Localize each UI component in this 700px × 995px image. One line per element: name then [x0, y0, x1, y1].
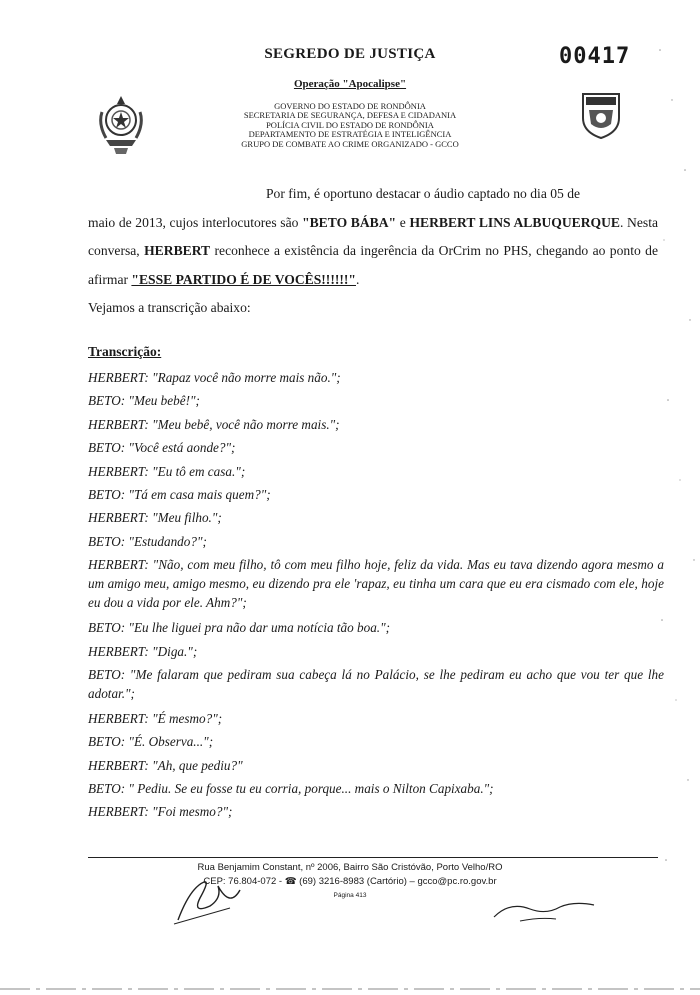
transcript-line: HERBERT: "É mesmo?";: [88, 710, 223, 726]
agency-line: SECRETARIA DE SEGURANÇA, DEFESA E CIDADANIA: [243, 110, 457, 121]
intro-text: . Nesta conversa,: [88, 214, 658, 258]
scan-margin-speckles: [650, 20, 700, 970]
herbert-name: HERBERT: [144, 243, 211, 258]
transcription-lines: [88, 366, 664, 824]
transcript-line: HERBERT: "Não, com meu filho, tô com meu filho hoje, feliz da vida. Mas eu tava dizendo agora mesmo a um amigo meu, amigo mesmo, eu dizendo pra ele 'rapaz, eu tinha um cara que eu era cismado com ele, hoje eu dou a vida por ele. Ahm?";: [88, 557, 664, 611]
transcript-line: HERBERT: "Foi mesmo?";: [88, 804, 233, 820]
transcript-line: BETO: "Estudando?";: [88, 533, 207, 549]
transcript-line: BETO: "É. Observa...";: [88, 734, 214, 750]
highlighted-quote: "ESSE PARTIDO É DE VOCÊS!!!!!!": [131, 271, 356, 287]
transcript-line: BETO: "Tá em casa mais quem?";: [88, 486, 271, 502]
intro-text: reconhece a existência da ingerência da OrCrim no PHS, chegando ao ponto de afirmar: [88, 243, 658, 287]
intro-text: maio de 2013, cujos interlocutores são: [88, 214, 303, 230]
intro-text: .: [355, 271, 360, 287]
signature-left: [170, 868, 280, 928]
signature-right: [490, 895, 600, 925]
transcript-line: BETO: "Me falaram que pediram sua cabeça lá no Palácio, se lhe pediram eu acho que vou ter que lhe adotar.";: [88, 666, 664, 701]
police-badge-icon: [577, 88, 625, 140]
agency-line: GRUPO DE COMBATE AO CRIME ORGANIZADO - GCCO: [241, 138, 459, 149]
intro-second-paragraph: Vejamos a transcrição abaixo:: [88, 300, 251, 315]
operation-title: Operação "Apocalipse": [293, 78, 407, 90]
agency-line: POLÍCIA CIVIL DO ESTADO DE RONDÔNIA: [266, 119, 434, 130]
interlocutor-beto: "BETO BÁBA": [302, 214, 397, 230]
secret-label: SEGREDO DE JUSTIÇA: [264, 46, 436, 62]
transcript-line: HERBERT: "Diga.";: [88, 643, 198, 659]
intro-text: e: [396, 214, 410, 230]
footer-address: Rua Benjamim Constant, nº 2006, Bairro São Cristóvão, Porto Velho/RO: [197, 862, 503, 873]
page-number: Página 413: [333, 892, 367, 899]
transcript-line: BETO: "Eu lhe liguei pra não dar uma notícia tão boa.";: [88, 620, 391, 636]
transcript-line: HERBERT: "Meu filho.";: [88, 510, 222, 526]
interlocutor-herbert: HERBERT LINS ALBUQUERQUE: [409, 214, 620, 230]
transcript-line: HERBERT: "Rapaz você não morre mais não.";: [88, 370, 341, 385]
scan-bottom-edge: [0, 988, 700, 990]
transcription-title: Transcrição:: [88, 344, 162, 359]
transcript-line: HERBERT: "Eu tô em casa.";: [88, 463, 246, 479]
intro-paragraph: [88, 180, 658, 323]
document-number: 00417: [559, 44, 631, 69]
intro-first-line: Por fim, é oportuno destacar o áudio captado no dia 05 de: [266, 186, 581, 201]
footer-divider: [88, 857, 658, 858]
intro-body: [88, 209, 658, 295]
transcript-line: HERBERT: "Ah, que pediu?": [88, 757, 243, 773]
transcript-line: BETO: "Meu bebê!";: [88, 393, 200, 409]
agency-line: GOVERNO DO ESTADO DE RONDÔNIA: [274, 101, 426, 111]
transcript-line: HERBERT: "Meu bebê, você não morre mais.";: [88, 416, 340, 432]
transcript-line: BETO: " Pediu. Se eu fosse tu eu corria, porque... mais o Nilton Capixaba.";: [88, 781, 494, 797]
agency-line: DEPARTAMENTO DE ESTRATÉGIA E INTELIGÊNCIA: [248, 129, 452, 140]
transcript-line: BETO: "Você está aonde?";: [88, 440, 236, 456]
footer-contact: CEP: 76.804-072 - ☎ (69) 3216-8983 (Cartório) – gcco@pc.ro.gov.br: [203, 876, 497, 887]
